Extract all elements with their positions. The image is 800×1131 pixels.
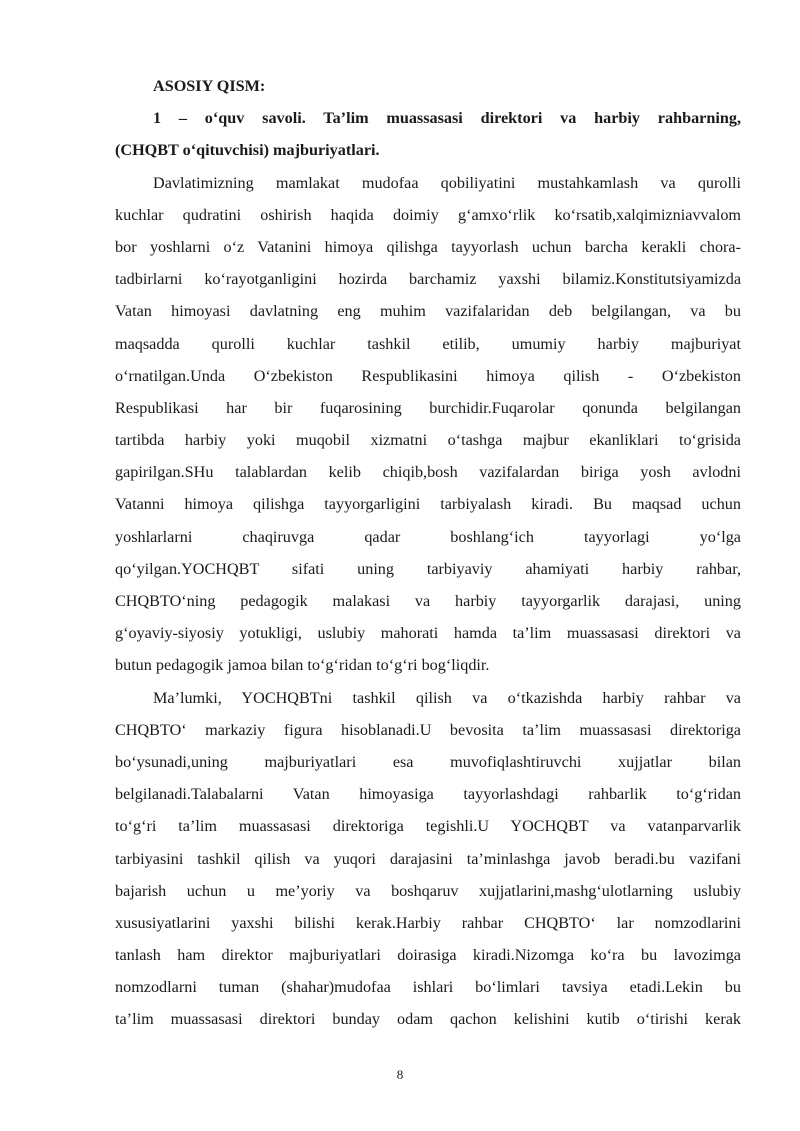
text-line: Ma’lumki, YOCHQBTni tashkil qilish va o‘tkazishda harbiy rahbar va bbox=[153, 688, 741, 707]
text-line: xususiyatlarini yaxshi bilishi kerak.Harbiy rahbar CHQBTO‘ lar nomzodlarini bbox=[115, 913, 741, 932]
paragraph-2 bbox=[115, 682, 741, 1036]
text-line: yoshlarlarni chaqiruvga qadar boshlang‘ich tayyorlagi yo‘lga bbox=[115, 527, 741, 546]
page-number: 8 bbox=[396, 1067, 404, 1082]
text-line: CHQBTO‘ markaziy figura hisoblanadi.U bevosita ta’lim muassasasi direktoriga bbox=[115, 720, 741, 739]
text-line: tarbiyasini tashkil qilish va yuqori darajasini ta’minlashga javob beradi.bu vazifani bbox=[115, 849, 741, 868]
text-line: tanlash ham direktor majburiyatlari doirasiga kiradi.Nizomga ko‘ra bu lavozimga bbox=[115, 946, 741, 965]
text-line: Vatan himoyasi davlatning eng muhim vazifalaridan deb belgilangan, va bu bbox=[115, 302, 741, 321]
text-line: ta’lim muassasasi direktori bunday odam qachon kelishini kutib o‘tirishi kerak bbox=[115, 1010, 741, 1029]
text-line: bajarish uchun u me’yoriy va boshqaruv xujjatlarini,mashg‘ulotlarning uslubiy bbox=[115, 881, 741, 900]
text-line: Vatanni himoya qilishga tayyorgarligini tarbiyalash kiradi. Bu maqsad uchun bbox=[115, 495, 741, 514]
text-line: tartibda harbiy yoki muqobil xizmatni o‘tashga majbur ekanliklari to‘grisida bbox=[115, 431, 741, 450]
text-line: to‘g‘ri ta’lim muassasasi direktoriga tegishli.U YOCHQBT va vatanparvarlik bbox=[115, 817, 741, 836]
text-line: o‘rnatilgan.Unda O‘zbekiston Respublikasini himoya qilish - O‘zbekiston bbox=[115, 366, 741, 385]
text-line: Davlatimizning mamlakat mudofaa qobiliyatini mustahkamlash va qurolli bbox=[153, 173, 741, 192]
text-line: bor yoshlarni o‘z Vatanini himoya qilishga tayyorlash uchun barcha kerakli chora- bbox=[115, 237, 741, 256]
text-line: gapirilgan.SHu talablardan kelib chiqib,bosh vazifalardan biriga yosh avlodni bbox=[115, 463, 741, 482]
document-page bbox=[115, 70, 741, 1036]
text-line: kuchlar qudratini oshirish haqida doimiy g‘amxo‘rlik ko‘rsatib,xalqimizniavvalom bbox=[115, 205, 741, 224]
text-line: CHQBTO‘ning pedagogik malakasi va harbiy tayyorgarlik darajasi, uning bbox=[115, 592, 741, 610]
text-line: g‘oyaviy-siyosiy yotukligi, uslubiy mahorati hamda ta’lim muassasasi direktori va bbox=[115, 624, 741, 643]
text-line: bo‘ysunadi,uning majburiyatlari esa muvofiqlashtiruvchi xujjatlar bilan bbox=[115, 752, 741, 771]
question-title-line-1: 1 – o‘quv savoli. Ta’lim muassasasi direktori va harbiy rahbarning, bbox=[153, 109, 741, 128]
section-heading: ASOSIY QISM: bbox=[153, 77, 266, 95]
text-line: tadbirlarni ko‘rayotganligini hozirda barchamiz yaxshi bilamiz.Konstitutsiyamizda bbox=[115, 270, 741, 289]
text-line: belgilanadi.Talabalarni Vatan himoyasiga tayyorlashdagi rahbarlik to‘g‘ridan bbox=[115, 785, 741, 804]
text-line: Respublikasi har bir fuqarosining burchidir.Fuqarolar qonunda belgilangan bbox=[115, 398, 741, 417]
text-line: butun pedagogik jamoa bilan to‘g‘ridan to‘g‘ri bog‘liqdir. bbox=[115, 656, 490, 675]
question-title-line-2: (CHQBT o‘qituvchisi) majburiyatlari. bbox=[115, 141, 380, 160]
text-line: nomzodlarni tuman (shahar)mudofaa ishlari bo‘limlari tavsiya etadi.Lekin bu bbox=[115, 978, 741, 997]
text-line: qo‘yilgan.YOCHQBT sifati uning tarbiyaviy ahamiyati harbiy rahbar, bbox=[115, 559, 741, 578]
paragraph-1 bbox=[115, 167, 741, 682]
text-line: maqsadda qurolli kuchlar tashkil etilib, umumiy harbiy majburiyat bbox=[115, 334, 741, 353]
